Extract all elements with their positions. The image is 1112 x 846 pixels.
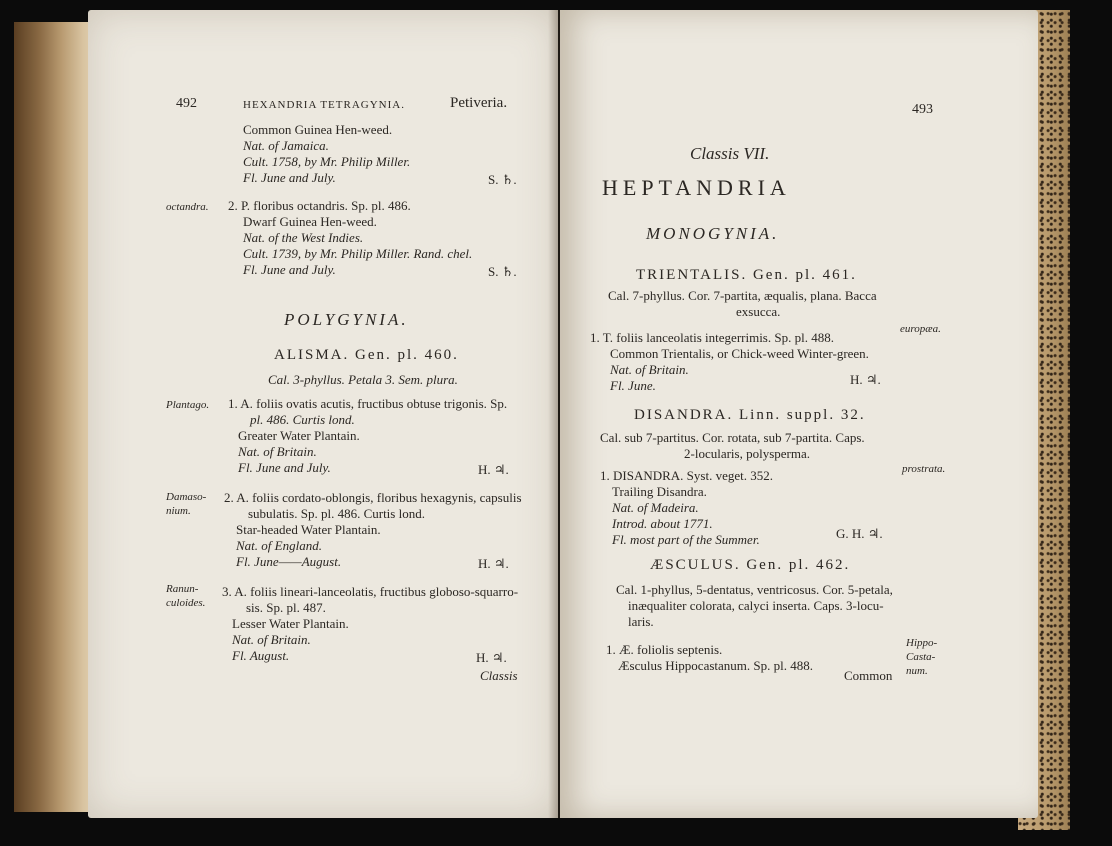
text-line: Nat. of the West Indies. [243,230,364,245]
right-page [560,10,1038,818]
text-line: Common Trientalis, or Chick-weed Winter-green. [610,346,869,361]
text-line: subulatis. Sp. pl. 486. Curtis lond. [248,506,425,521]
text-line: inæqualiter colorata, calyci inserta. Caps. 3-locu- [628,598,884,613]
habit-symbol: S. ♄. [488,172,517,187]
text-line: Nat. of Jamaica. [243,138,329,153]
text-line: Nat. of Britain. [232,632,311,647]
habit-symbol: H. ♃. [478,462,509,477]
text-line: Fl. June and July. [243,262,336,277]
text-line: 3. A. foliis lineari-lanceolatis, fructibus globoso-squarro- [222,584,519,599]
section-heading: POLYGYNIA. [284,310,409,329]
text-line: 2-locularis, polysperma. [684,446,810,461]
text-line: 2. A. foliis cordato-oblongis, floribus hexagynis, capsulis [224,490,522,505]
species-epithet: prostrata. [902,463,946,475]
class-heading: Classis VII. [690,144,770,163]
catchword: Classis [480,668,518,683]
text-line: Nat. of Madeira. [612,500,699,515]
text-line: Cult. 1758, by Mr. Philip Miller. [243,154,411,169]
running-head: HEXANDRIA TETRAGYNIA. [243,99,405,111]
text-line: Dwarf Guinea Hen-weed. [243,214,377,229]
class-name: HEPTANDRIA [602,175,791,200]
text-line: Cult. 1739, by Mr. Philip Miller. Rand. chel. [243,246,473,261]
text-line: Nat. of Britain. [238,444,317,459]
left-page [88,10,558,818]
text-line: Fl. August. [232,648,290,663]
species-epithet: Damaso- [166,491,207,503]
species-epithet: europæa. [900,323,941,335]
text-line: Cal. 7-phyllus. Cor. 7-partita, æqualis, plana. Bacca [608,288,877,303]
text-line: 1. A. foliis ovatis acutis, fructibus obtuse trigonis. Sp. [228,396,508,411]
catchword: Common [844,668,893,683]
page-number: 493 [912,102,933,117]
text-line: 2. P. floribus octandris. Sp. pl. 486. [228,198,411,213]
text-line: 1. Æ. foliolis septenis. [606,642,723,657]
text-line: Trailing Disandra. [612,484,707,499]
text-line: Fl. June. [610,378,656,393]
text-line: exsucca. [736,304,781,319]
habit-symbol: H. ♃. [478,556,509,571]
genus-characters: Cal. 3-phyllus. Petala 3. Sem. plura. [268,372,458,387]
genus-heading: TRIENTALIS. Gen. pl. 461. [636,267,857,283]
species-epithet: Hippo- [906,637,938,649]
text-line: Fl. June and July. [243,170,336,185]
text-line: Star-headed Water Plantain. [236,522,381,537]
text-line: Fl. most part of the Summer. [612,532,760,547]
page-number: 492 [176,96,197,111]
text-line: Introd. about 1771. [612,516,713,531]
order-name: MONOGYNIA. [646,224,780,243]
text-line: Greater Water Plantain. [238,428,360,443]
habit-symbol: H. ♃. [476,650,507,665]
text-line: Nat. of England. [236,538,322,553]
running-genus: Petiveria. [450,95,508,111]
genus-heading: ALISMA. Gen. pl. 460. [274,347,459,363]
species-epithet: num. [906,665,928,677]
habit-symbol: H. ♃. [850,372,881,387]
species-epithet: Casta- [906,651,936,663]
text-line: pl. 486. Curtis lond. [250,412,355,427]
text-line: 1. T. foliis lanceolatis integerrimis. Sp. pl. 488. [590,330,834,345]
text-line: Cal. 1-phyllus, 5-dentatus, ventricosus. Cor. 5-petala, [616,582,893,597]
species-epithet: culoides. [166,597,206,609]
text-line: Nat. of Britain. [610,362,689,377]
text-line: sis. Sp. pl. 487. [246,600,326,615]
text-line: Æsculus Hippocastanum. Sp. pl. 488. [618,658,813,673]
text-line: laris. [628,614,654,629]
species-epithet: octandra. [166,201,209,213]
habit-symbol: G. H. ♃. [836,526,883,541]
text-line: Lesser Water Plantain. [232,616,349,631]
text-line: 1. DISANDRA. Syst. veget. 352. [600,468,773,483]
habit-symbol: S. ♄. [488,264,517,279]
text-line: Fl. June——August. [236,554,342,569]
species-epithet: nium. [166,505,191,517]
species-epithet: Ranun- [166,583,199,595]
species-epithet: Plantago. [166,399,210,411]
genus-heading: ÆSCULUS. Gen. pl. 462. [650,557,851,573]
text-line: Cal. sub 7-partitus. Cor. rotata, sub 7-partita. Caps. [600,430,865,445]
text-line: Common Guinea Hen-weed. [243,122,393,137]
text-line: Fl. June and July. [238,460,331,475]
genus-heading: DISANDRA. Linn. suppl. 32. [634,407,866,423]
